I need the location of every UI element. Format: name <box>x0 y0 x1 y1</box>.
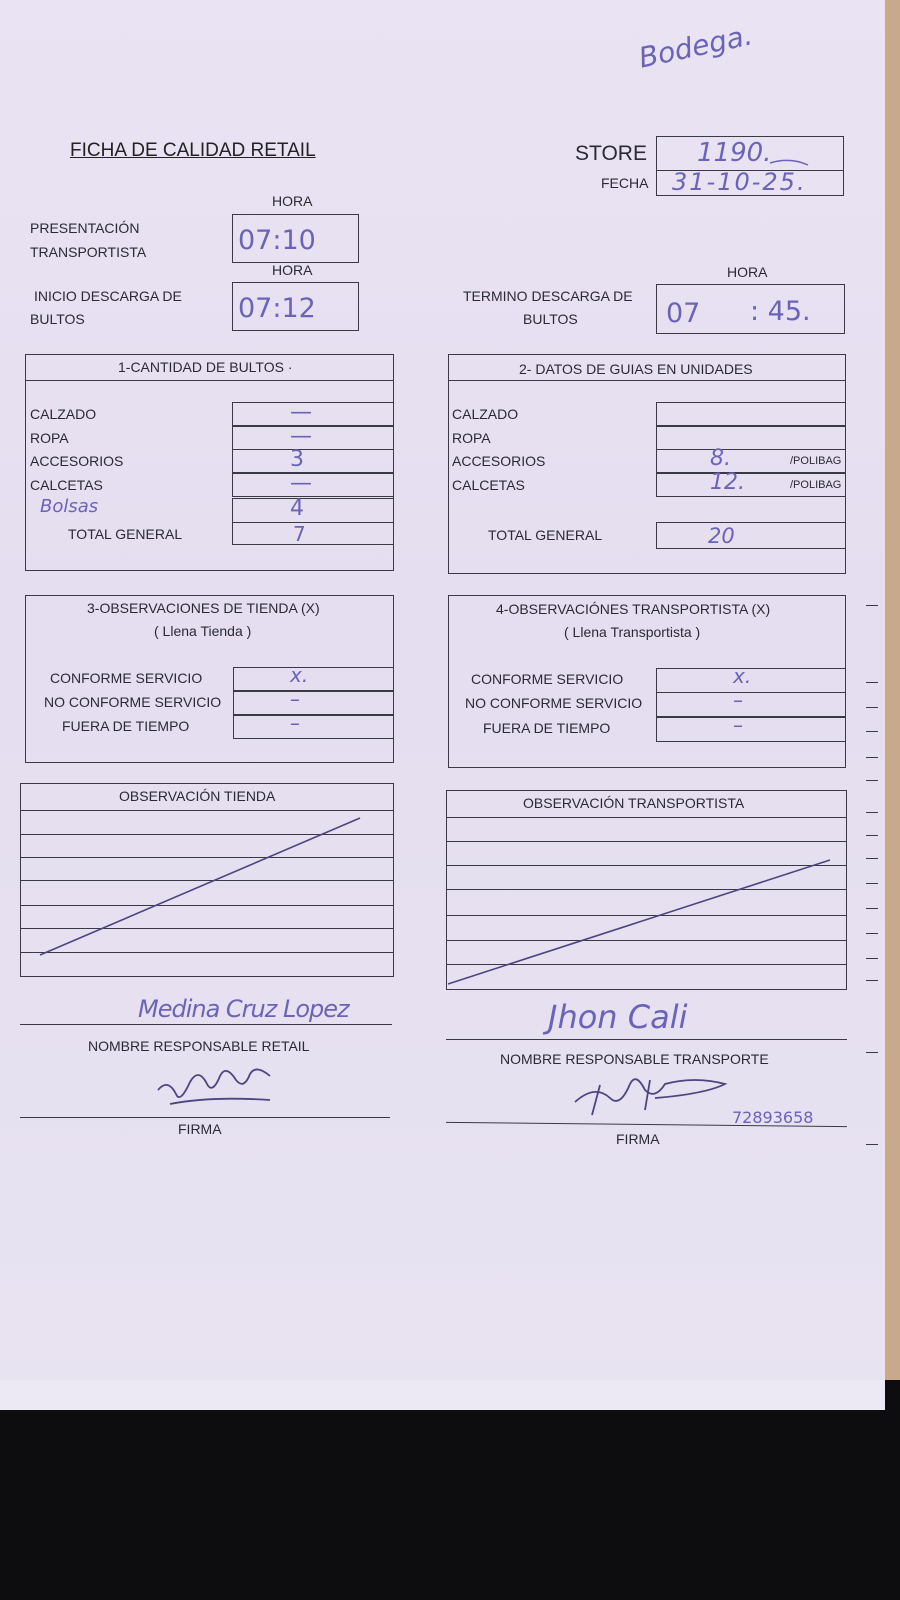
section3-row-value: – <box>290 687 300 711</box>
section1-row-label: ACCESORIOS <box>30 453 124 469</box>
section3-row-value: x. <box>290 663 309 687</box>
section1-row-label: CALZADO <box>30 406 97 422</box>
section3-row-label: FUERA DE TIEMPO <box>62 718 190 734</box>
section4-row-label: NO CONFORME SERVICIO <box>465 695 643 711</box>
store-value: 1190. <box>697 138 772 168</box>
section2-total-value: 20 <box>708 524 735 548</box>
section3-row-label: NO CONFORME SERVICIO <box>44 694 222 710</box>
hora-label-2: HORA <box>272 262 313 278</box>
retail-name-handwritten: Medina Cruz Lopez <box>138 995 349 1023</box>
section1-title: 1-CANTIDAD DE BULTOS · <box>118 359 293 375</box>
section4-row-value: – <box>733 713 743 737</box>
section3-title: 3-OBSERVACIONES DE TIENDA (X) <box>87 600 320 616</box>
obs-transp-cross-line <box>448 860 830 984</box>
presentacion-label: PRESENTACIÓN <box>30 220 140 236</box>
section1-row-value: 3 <box>290 447 304 472</box>
section2-row-label: CALZADO <box>452 406 519 422</box>
fecha-label: FECHA <box>601 175 649 191</box>
termino-hour: 07 <box>666 298 701 329</box>
termino-label: TERMINO DESCARGA DE <box>463 288 633 304</box>
section3-row-value: – <box>290 711 300 735</box>
presentacion-value: 07:10 <box>238 225 316 256</box>
section1-row-label: ROPA <box>30 430 69 446</box>
section1-row-value: 4 <box>290 496 304 521</box>
store-label: STORE <box>575 142 647 165</box>
retail-signature <box>158 1069 270 1104</box>
hora-label-3: HORA <box>727 264 768 280</box>
section2-row-unit: /POLIBAG <box>790 455 842 467</box>
section4-row-label: CONFORME SERVICIO <box>471 671 624 687</box>
transporte-signature <box>575 1079 725 1115</box>
section3-row-label: CONFORME SERVICIO <box>50 670 203 686</box>
section4-row-label: FUERA DE TIEMPO <box>483 720 611 736</box>
section1-row-label-handwritten: Bolsas <box>40 496 99 517</box>
obs-tienda-cross-line <box>40 818 360 955</box>
termino-minutes: : 45. <box>750 296 811 327</box>
termino-bultos-label: BULTOS <box>523 311 578 327</box>
section2-row-value: 8. <box>710 446 731 471</box>
section2-row-label: CALCETAS <box>452 477 525 493</box>
section2-row-label: ROPA <box>452 430 491 446</box>
section4-subtitle: ( Llena Transportista ) <box>564 624 701 640</box>
section4-title: 4-OBSERVACIÓNES TRANSPORTISTA (X) <box>496 601 771 617</box>
section1-total-label: TOTAL GENERAL <box>68 526 183 542</box>
section1-row-value: — <box>290 471 312 496</box>
transporte-firma-label: FIRMA <box>616 1131 660 1147</box>
section4-row-value: – <box>733 688 743 712</box>
transporte-name-handwritten: Jhon Cali <box>548 998 688 1036</box>
form-title: FICHA DE CALIDAD RETAIL <box>70 140 316 161</box>
transportista-label: TRANSPORTISTA <box>30 244 147 260</box>
section1-row-value: — <box>290 424 312 449</box>
fecha-value: 31-10-25. <box>672 168 807 196</box>
observacion-tienda-title: OBSERVACIÓN TIENDA <box>119 788 276 804</box>
section2-title: 2- DATOS DE GUIAS EN UNIDADES <box>519 361 753 377</box>
hora-label-1: HORA <box>272 193 313 209</box>
retail-name-label: NOMBRE RESPONSABLE RETAIL <box>88 1038 310 1054</box>
section2-row-value: 12. <box>710 470 745 495</box>
section3-subtitle: ( Llena Tienda ) <box>154 623 252 639</box>
section4-row-value: x. <box>733 664 752 688</box>
store-scribble <box>770 160 808 165</box>
inicio-value: 07:12 <box>238 293 316 324</box>
firma-number: 72893658 <box>732 1108 814 1127</box>
section1-row-label: CALCETAS <box>30 477 103 493</box>
retail-firma-label: FIRMA <box>178 1121 222 1137</box>
section2-row-unit: /POLIBAG <box>790 479 842 491</box>
section2-total-label: TOTAL GENERAL <box>488 527 603 543</box>
transporte-name-label: NOMBRE RESPONSABLE TRANSPORTE <box>500 1051 769 1067</box>
inicio-bultos-label: BULTOS <box>30 311 85 327</box>
handwritten-bodega: Bodega. <box>635 18 756 75</box>
section2-row-label: ACCESORIOS <box>452 453 546 469</box>
observacion-transportista-title: OBSERVACIÓN TRANSPORTISTA <box>523 795 745 811</box>
section1-row-value: — <box>290 400 312 425</box>
inicio-label: INICIO DESCARGA DE <box>34 288 182 304</box>
section1-total-value: 7 <box>293 522 306 546</box>
